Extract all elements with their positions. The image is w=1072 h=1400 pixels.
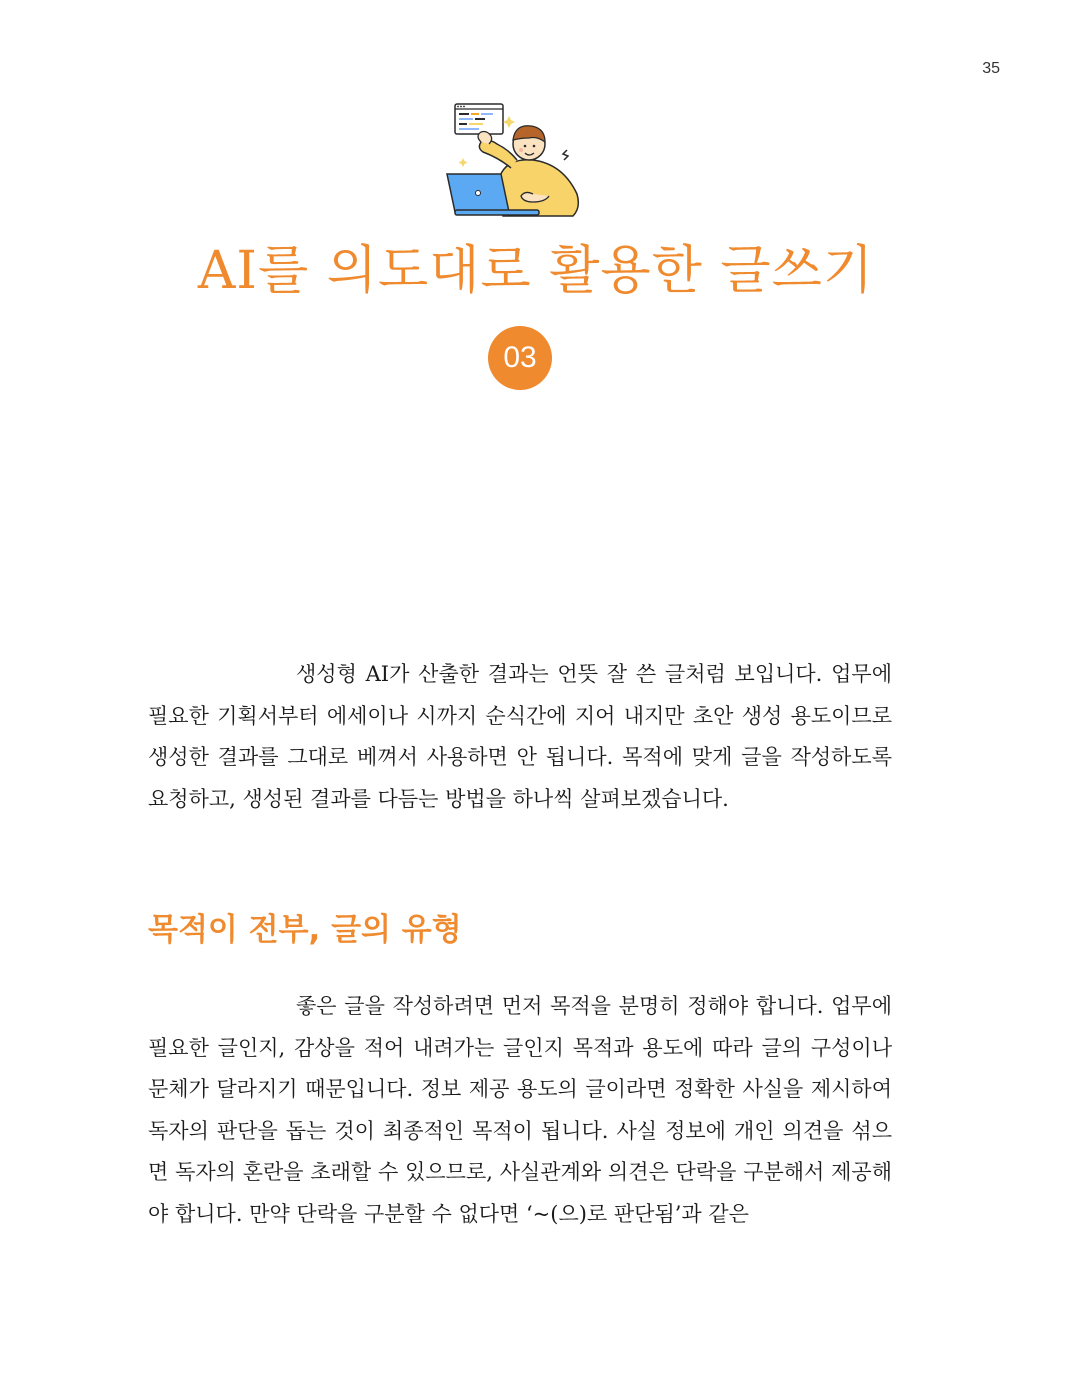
section-paragraph: 좋은 글을 작성하려면 먼저 목적을 분명히 정해야 합니다. 업무에 필요한 글인지, 감상을 적어 내려가는 글인지 목적과 용도에 따라 글의 구성이나 문체가 달라지기 때문입니다. 정보 제공 용도의 글이라면 정확한 사실을 제시하여 독자의 판단을 돕는 것이 최종적인 목적이 됩니다. 사실 정보에 개인 의견을 섞으면 독자의 혼란을 초래할 수 있으므로, 사실관계와 의견은 단락을 구분해서 제공해야 합니다. 만약 단락을 구분할 수 없다면 ‘~(으)로 판단됨’과 같은 (148, 994, 892, 1226)
section-body (148, 986, 892, 1235)
chapter-number-badge: 03 (488, 326, 552, 390)
page-number: 35 (982, 60, 1000, 77)
chapter-title: AI를 의도대로 활용한 글쓰기 (197, 241, 875, 301)
intro-section (148, 654, 892, 820)
person-with-laptop-icon (445, 98, 585, 218)
section-heading: 목적이 전부, 글의 유형 (148, 912, 462, 948)
intro-paragraph: 생성형 AI가 산출한 결과는 언뜻 잘 쓴 글처럼 보입니다. 업무에 필요한 기획서부터 에세이나 시까지 순식간에 지어 내지만 초안 생성 용도이므로 생성한 결과를 그대로 베껴서 사용하면 안 됩니다. 목적에 맞게 글을 작성하도록 요청하고, 생성된 결과를 다듬는 방법을 하나씩 살펴보겠습니다. (148, 662, 892, 811)
